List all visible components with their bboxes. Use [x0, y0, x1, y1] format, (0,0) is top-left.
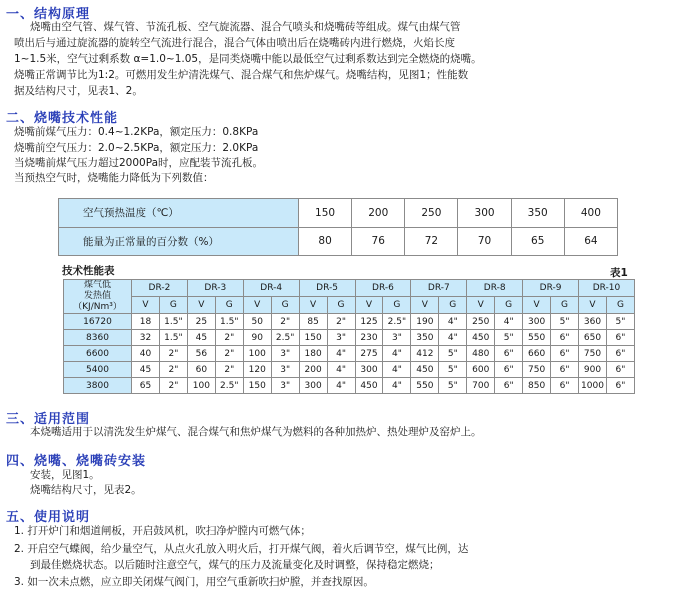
preheat-percent-cell: 64	[564, 227, 617, 256]
model-header: DR-8	[467, 280, 523, 297]
capacity-cell: 660	[523, 346, 551, 362]
capacity-cell: 120	[243, 362, 271, 378]
pipe-size-cell: 2"	[215, 362, 243, 378]
capacity-cell: 600	[467, 362, 495, 378]
capacity-cell: 25	[187, 314, 215, 330]
capacity-cell: 700	[467, 378, 495, 394]
pipe-size-cell: 6"	[551, 378, 579, 394]
capacity-cell: 750	[523, 362, 551, 378]
pipe-size-cell: 2"	[215, 346, 243, 362]
v-subheader: V	[299, 297, 327, 314]
v-subheader: V	[467, 297, 495, 314]
pipe-size-cell: 5"	[551, 314, 579, 330]
capacity-cell: 45	[187, 330, 215, 346]
sec3-line-1: 本烧嘴适用于以清洗发生炉煤气、混合煤气和焦炉煤气为燃料的各种加热炉、热处理炉及窑炉上。	[30, 426, 482, 438]
sec2-line-3: 当烧嘴前煤气压力超过2000Pa时，应配装节流孔板。	[14, 157, 264, 169]
table-row	[64, 362, 635, 378]
fuel-value-cell: 8360	[64, 330, 132, 346]
g-subheader: G	[215, 297, 243, 314]
capacity-cell: 50	[243, 314, 271, 330]
v-subheader: V	[243, 297, 271, 314]
capacity-cell: 412	[411, 346, 439, 362]
preheat-temp-row	[59, 199, 618, 228]
pipe-size-cell: 6"	[606, 378, 634, 394]
g-subheader: G	[383, 297, 411, 314]
perf-model-header-row	[64, 280, 635, 297]
pipe-size-cell: 6"	[606, 346, 634, 362]
preheat-temp-cell: 350	[511, 199, 564, 228]
pipe-size-cell: 3"	[327, 330, 355, 346]
preheat-percent-cell: 70	[458, 227, 511, 256]
pipe-size-cell: 4"	[327, 362, 355, 378]
capacity-cell: 450	[355, 378, 383, 394]
capacity-cell: 650	[579, 330, 607, 346]
capacity-cell: 850	[523, 378, 551, 394]
section-3-title: 三、适用范围	[6, 412, 91, 427]
capacity-cell: 45	[132, 362, 160, 378]
capacity-cell: 550	[523, 330, 551, 346]
capacity-cell: 1000	[579, 378, 607, 394]
preheat-temp-cell: 200	[352, 199, 405, 228]
model-header: DR-2	[132, 280, 188, 297]
pipe-size-cell: 6"	[551, 362, 579, 378]
sec5-line-4: 3. 如一次未点燃，应立即关闭煤气阀门，用空气重新吹扫炉膛，并查找原因。	[14, 576, 374, 588]
pipe-size-cell: 5"	[439, 362, 467, 378]
capacity-cell: 300	[355, 362, 383, 378]
section-1-title: 一、结构原理	[6, 7, 91, 22]
capacity-cell: 190	[411, 314, 439, 330]
model-header: DR-7	[411, 280, 467, 297]
fuel-value-cell: 16720	[64, 314, 132, 330]
preheat-percent-cell: 72	[405, 227, 458, 256]
pipe-size-cell: 3"	[271, 362, 299, 378]
capacity-cell: 250	[467, 314, 495, 330]
fuel-value-cell: 5400	[64, 362, 132, 378]
pipe-size-cell: 2.5"	[271, 330, 299, 346]
capacity-cell: 450	[467, 330, 495, 346]
pipe-size-cell: 4"	[327, 378, 355, 394]
capacity-cell: 18	[132, 314, 160, 330]
pipe-size-cell: 1.5"	[215, 314, 243, 330]
capacity-cell: 60	[187, 362, 215, 378]
pipe-size-cell: 5"	[606, 314, 634, 330]
capacity-cell: 360	[579, 314, 607, 330]
preheat-percent-row	[59, 227, 618, 256]
pipe-size-cell: 2"	[159, 362, 187, 378]
pipe-size-cell: 6"	[495, 362, 523, 378]
preheat-temp-cell: 250	[405, 199, 458, 228]
capacity-cell: 480	[467, 346, 495, 362]
v-subheader: V	[132, 297, 160, 314]
sec2-line-1: 烧嘴前煤气压力：0.4~1.2KPa，额定压力：0.8KPa	[14, 126, 259, 138]
sec5-line-2: 2. 开启空气蝶阀，给少量空气，从点火孔放入明火后，打开煤气阀，着火后调节空，煤气比例，达	[14, 543, 469, 555]
pipe-size-cell: 4"	[327, 346, 355, 362]
pipe-size-cell: 2"	[215, 330, 243, 346]
pipe-size-cell: 5"	[439, 346, 467, 362]
fuel-value-cell: 3800	[64, 378, 132, 394]
pipe-size-cell: 6"	[606, 330, 634, 346]
perf-vg-header-row	[64, 297, 635, 314]
pipe-size-cell: 1.5"	[159, 314, 187, 330]
capacity-cell: 200	[299, 362, 327, 378]
model-header: DR-6	[355, 280, 411, 297]
pipe-size-cell: 3"	[271, 346, 299, 362]
capacity-cell: 65	[132, 378, 160, 394]
preheat-temp-cell: 150	[299, 199, 352, 228]
pipe-size-cell: 4"	[439, 314, 467, 330]
sec1-line-1: 烧嘴由空气管、煤气管、节流孔板、空气旋流器、混合气喷头和烧嘴砖等组成。煤气由煤气管	[30, 21, 461, 33]
performance-table	[63, 279, 635, 394]
capacity-cell: 32	[132, 330, 160, 346]
sec4-line-1: 安装，见图1。	[30, 469, 100, 481]
sec1-line-4: 烧嘴正常调节比为1:2。可燃用发生炉清洗煤气、混合煤气和焦炉煤气。烧嘴结构，见图1；性能数	[14, 69, 469, 81]
capacity-cell: 100	[243, 346, 271, 362]
v-subheader: V	[411, 297, 439, 314]
pipe-size-cell: 4"	[495, 314, 523, 330]
v-subheader: V	[355, 297, 383, 314]
pipe-size-cell: 5"	[439, 378, 467, 394]
capacity-cell: 100	[187, 378, 215, 394]
pipe-size-cell: 2"	[159, 378, 187, 394]
pipe-size-cell: 6"	[551, 330, 579, 346]
pipe-size-cell: 4"	[383, 378, 411, 394]
model-header: DR-4	[243, 280, 299, 297]
preheat-table	[58, 198, 618, 256]
pipe-size-cell: 2.5"	[383, 314, 411, 330]
sec2-line-2: 烧嘴前空气压力：2.0~2.5KPa，额定压力：2.0KPa	[14, 142, 259, 154]
pipe-size-cell: 4"	[439, 330, 467, 346]
fuel-heating-value-header	[64, 280, 132, 314]
fuel-header-line: 煤气低	[83, 280, 111, 290]
pipe-size-cell: 1.5"	[159, 330, 187, 346]
sec1-line-5: 据及结构尺寸，见表1、2。	[14, 85, 143, 97]
g-subheader: G	[271, 297, 299, 314]
sec5-line-1: 1. 打开炉门和烟道闸板，开启鼓风机，吹扫净炉膛内可燃气体；	[14, 525, 311, 537]
pipe-size-cell: 2.5"	[215, 378, 243, 394]
pipe-size-cell: 3"	[383, 330, 411, 346]
pipe-size-cell: 4"	[383, 346, 411, 362]
section-2-title: 二、烧嘴技术性能	[6, 111, 119, 126]
g-subheader: G	[439, 297, 467, 314]
pipe-size-cell: 4"	[383, 362, 411, 378]
capacity-cell: 180	[299, 346, 327, 362]
perf-table-number: 表1	[610, 267, 628, 279]
preheat-temp-label: 空气预热温度（℃）	[59, 199, 299, 228]
preheat-percent-cell: 65	[511, 227, 564, 256]
fuel-value-cell: 6600	[64, 346, 132, 362]
capacity-cell: 350	[411, 330, 439, 346]
capacity-cell: 750	[579, 346, 607, 362]
g-subheader: G	[606, 297, 634, 314]
table-row	[64, 378, 635, 394]
section-4-title: 四、烧嘴、烧嘴砖安装	[6, 454, 147, 469]
pipe-size-cell: 3"	[271, 378, 299, 394]
sec1-line-2: 喷出后与通过旋流器的旋转空气流进行混合，混合气体由喷出后在烧嘴砖内进行燃烧，火焰长度	[14, 37, 455, 49]
capacity-cell: 56	[187, 346, 215, 362]
sec2-line-4: 当预热空气时，烧嘴能力降低为下列数值：	[14, 172, 214, 184]
g-subheader: G	[159, 297, 187, 314]
pipe-size-cell: 2"	[327, 314, 355, 330]
table-row	[64, 330, 635, 346]
capacity-cell: 275	[355, 346, 383, 362]
capacity-cell: 550	[411, 378, 439, 394]
capacity-cell: 40	[132, 346, 160, 362]
fuel-header-line: （KJ/Nm³）	[73, 302, 122, 312]
capacity-cell: 300	[523, 314, 551, 330]
preheat-temp-cell: 400	[564, 199, 617, 228]
capacity-cell: 300	[299, 378, 327, 394]
preheat-percent-label: 能量为正常量的百分数（%）	[59, 227, 299, 256]
pipe-size-cell: 2"	[271, 314, 299, 330]
g-subheader: G	[327, 297, 355, 314]
capacity-cell: 900	[579, 362, 607, 378]
v-subheader: V	[523, 297, 551, 314]
model-header: DR-9	[523, 280, 579, 297]
model-header: DR-5	[299, 280, 355, 297]
table-row	[64, 346, 635, 362]
perf-table-caption: 技术性能表	[62, 265, 115, 277]
sec1-line-3: 1~1.5米，空气过剩系数 α=1.0~1.05，是同类烧嘴中能以最低空气过剩系数达到完全燃烧的烧嘴。	[14, 53, 482, 65]
v-subheader: V	[579, 297, 607, 314]
capacity-cell: 230	[355, 330, 383, 346]
preheat-percent-cell: 80	[299, 227, 352, 256]
preheat-temp-cell: 300	[458, 199, 511, 228]
preheat-percent-cell: 76	[352, 227, 405, 256]
pipe-size-cell: 6"	[551, 346, 579, 362]
g-subheader: G	[551, 297, 579, 314]
capacity-cell: 90	[243, 330, 271, 346]
capacity-cell: 125	[355, 314, 383, 330]
capacity-cell: 150	[243, 378, 271, 394]
sec5-line-3: 到最佳燃烧状态。以后随时注意空气，煤气的压力及流量变化及时调整，保持稳定燃烧；	[30, 559, 440, 571]
g-subheader: G	[495, 297, 523, 314]
pipe-size-cell: 6"	[606, 362, 634, 378]
fuel-header-line: 发热值	[83, 291, 111, 301]
model-header: DR-10	[579, 280, 635, 297]
capacity-cell: 450	[411, 362, 439, 378]
pipe-size-cell: 6"	[495, 346, 523, 362]
capacity-cell: 150	[299, 330, 327, 346]
section-5-title: 五、使用说明	[6, 510, 91, 525]
sec4-line-2: 烧嘴结构尺寸，见表2。	[30, 484, 142, 496]
pipe-size-cell: 5"	[495, 330, 523, 346]
table-row	[64, 314, 635, 330]
v-subheader: V	[187, 297, 215, 314]
model-header: DR-3	[187, 280, 243, 297]
capacity-cell: 85	[299, 314, 327, 330]
pipe-size-cell: 6"	[495, 378, 523, 394]
pipe-size-cell: 2"	[159, 346, 187, 362]
